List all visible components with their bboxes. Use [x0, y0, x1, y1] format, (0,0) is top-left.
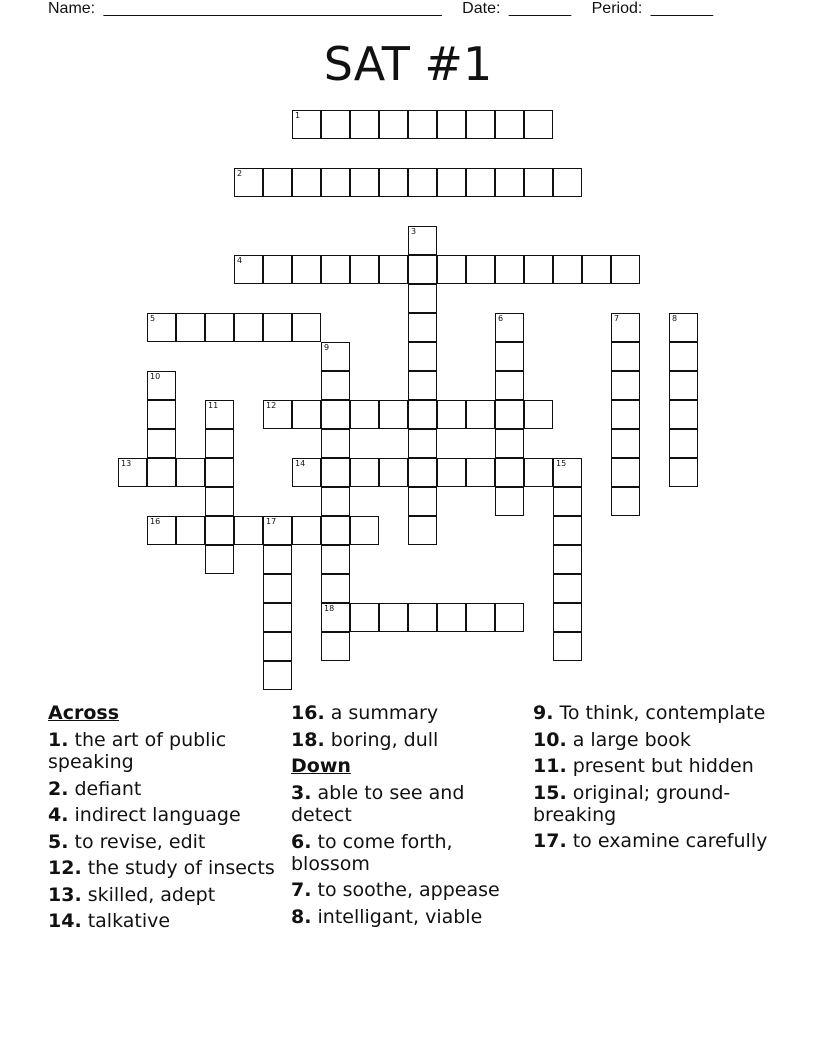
clue-text: talkative: [87, 910, 171, 932]
crossword-cell[interactable]: [321, 400, 350, 429]
crossword-cell[interactable]: [408, 226, 437, 255]
name-blank[interactable]: ______________________________________: [103, 0, 442, 17]
crossword-cell[interactable]: [495, 255, 524, 284]
clue-number: 15.: [533, 781, 567, 804]
clue-text: the art of public speaking: [48, 729, 227, 773]
clue-text: To think, contemplate: [559, 702, 766, 724]
clue-number: 12.: [48, 857, 82, 879]
crossword-cell[interactable]: [205, 458, 234, 487]
crossword-cell[interactable]: [408, 458, 437, 487]
crossword-cell[interactable]: [379, 168, 408, 197]
crossword-cell[interactable]: [147, 516, 176, 545]
across-clue: [48, 884, 283, 906]
period-label: Period:: [591, 0, 643, 17]
clue-number: 2.: [48, 777, 69, 800]
crossword-cell[interactable]: [350, 110, 379, 139]
crossword-cell[interactable]: [466, 603, 495, 632]
crossword-cell[interactable]: [466, 458, 495, 487]
crossword-cell[interactable]: [669, 458, 698, 487]
crossword-cell[interactable]: [350, 458, 379, 487]
crossword-cell[interactable]: [379, 400, 408, 429]
crossword-cell[interactable]: [321, 110, 350, 139]
cell-number: 10: [150, 372, 161, 381]
crossword-cell[interactable]: [408, 284, 437, 313]
crossword-cell[interactable]: [553, 458, 582, 487]
crossword-cell[interactable]: [321, 342, 350, 371]
crossword-cell[interactable]: [669, 313, 698, 342]
crossword-cell[interactable]: [176, 313, 205, 342]
across-clue: [48, 729, 283, 773]
cell-number: 9: [324, 343, 330, 352]
crossword-cell[interactable]: [350, 400, 379, 429]
crossword-cell[interactable]: [408, 110, 437, 139]
crossword-cell[interactable]: [292, 168, 321, 197]
crossword-cell[interactable]: [437, 168, 466, 197]
clue-text: defiant: [74, 777, 142, 800]
crossword-cell[interactable]: [495, 458, 524, 487]
across-clue: [48, 857, 283, 879]
clue-number: 17.: [533, 830, 567, 852]
crossword-cell[interactable]: [321, 371, 350, 400]
crossword-cell[interactable]: [379, 458, 408, 487]
crossword-cell[interactable]: [466, 110, 495, 139]
date-blank[interactable]: _______: [508, 0, 572, 17]
crossword-cell[interactable]: [350, 516, 379, 545]
crossword-cell[interactable]: [553, 168, 582, 197]
clue-text: present but hidden: [572, 755, 754, 777]
crossword-cell[interactable]: [611, 429, 640, 458]
crossword-cell[interactable]: [611, 400, 640, 429]
crossword-cell[interactable]: [408, 342, 437, 371]
crossword-cell[interactable]: [263, 516, 292, 545]
crossword-cell[interactable]: [147, 429, 176, 458]
clue-number: 11.: [533, 755, 567, 777]
crossword-cell[interactable]: [292, 516, 321, 545]
crossword-cell[interactable]: [205, 545, 234, 574]
crossword-cell[interactable]: [263, 168, 292, 197]
crossword-cell[interactable]: [495, 400, 524, 429]
crossword-cell[interactable]: [524, 458, 553, 487]
crossword-cell[interactable]: [437, 255, 466, 284]
crossword-cell[interactable]: [147, 400, 176, 429]
cell-number: 13: [121, 459, 132, 468]
crossword-cell[interactable]: [437, 110, 466, 139]
crossword-cell[interactable]: [350, 168, 379, 197]
crossword-cell[interactable]: [553, 574, 582, 603]
clue-number: 1.: [48, 729, 69, 751]
crossword-cell[interactable]: [234, 313, 263, 342]
crossword-cell[interactable]: [553, 545, 582, 574]
clue-text: boring, dull: [330, 728, 439, 751]
crossword-cell[interactable]: [292, 458, 321, 487]
clue-number: 3.: [291, 782, 312, 804]
clue-number: 13.: [48, 883, 82, 906]
clue-text: a large book: [572, 728, 691, 751]
crossword-cell[interactable]: [408, 429, 437, 458]
down-clue: [291, 782, 526, 826]
crossword-cell[interactable]: [669, 342, 698, 371]
cell-number: 17: [266, 517, 277, 526]
crossword-cell[interactable]: [292, 255, 321, 284]
clue-number: 9.: [533, 702, 554, 724]
cell-number: 12: [266, 401, 277, 410]
crossword-cell[interactable]: [524, 400, 553, 429]
crossword-cell[interactable]: [495, 168, 524, 197]
crossword-cell[interactable]: [263, 400, 292, 429]
crossword-cell[interactable]: [669, 429, 698, 458]
name-label: Name:: [48, 0, 96, 17]
crossword-cell[interactable]: [263, 255, 292, 284]
clue-text: to come forth, blossom: [291, 830, 453, 875]
clue-text: to soothe, appease: [317, 879, 500, 901]
down-heading: Down: [291, 755, 351, 777]
crossword-cell[interactable]: [611, 313, 640, 342]
crossword-cell[interactable]: [205, 429, 234, 458]
crossword-cell[interactable]: [495, 603, 524, 632]
crossword-cell[interactable]: [292, 313, 321, 342]
across-clue: [291, 729, 526, 751]
crossword-cell[interactable]: [321, 632, 350, 661]
clue-text: the study of insects: [87, 857, 275, 879]
crossword-cell[interactable]: [321, 574, 350, 603]
crossword-cell[interactable]: [408, 313, 437, 342]
crossword-cell[interactable]: [234, 255, 263, 284]
crossword-cell[interactable]: [379, 110, 408, 139]
clue-number: 7.: [291, 879, 312, 901]
clue-text: able to see and detect: [291, 782, 465, 826]
crossword-cell[interactable]: [321, 168, 350, 197]
crossword-cell[interactable]: [321, 255, 350, 284]
crossword-cell[interactable]: [321, 487, 350, 516]
crossword-cell[interactable]: [408, 487, 437, 516]
cell-number: 16: [150, 517, 161, 526]
crossword-cell[interactable]: [437, 458, 466, 487]
crossword-cell[interactable]: [611, 371, 640, 400]
crossword-cell[interactable]: [408, 168, 437, 197]
crossword-cell[interactable]: [437, 400, 466, 429]
crossword-cell[interactable]: [495, 110, 524, 139]
crossword-cell[interactable]: [263, 632, 292, 661]
date-label: Date:: [462, 0, 501, 17]
cell-number: 18: [324, 604, 335, 613]
crossword-cell[interactable]: [408, 516, 437, 545]
crossword-cell[interactable]: [669, 371, 698, 400]
clue-text: to examine carefully: [572, 830, 768, 852]
crossword-cell[interactable]: [350, 603, 379, 632]
crossword-cell[interactable]: [553, 632, 582, 661]
cell-number: 2: [237, 169, 243, 178]
cell-number: 8: [672, 314, 678, 323]
crossword-cell[interactable]: [466, 255, 495, 284]
down-clue: [291, 879, 526, 901]
clue-number: 6.: [291, 830, 312, 853]
across-clue: [48, 778, 283, 800]
clue-number: 5.: [48, 830, 69, 853]
clue-number: 8.: [291, 905, 312, 928]
cell-number: 4: [237, 256, 243, 265]
down-clue: [533, 755, 768, 777]
cell-number: 3: [411, 227, 417, 236]
crossword-cell[interactable]: [524, 168, 553, 197]
crossword-cell[interactable]: [205, 487, 234, 516]
across-clue: [48, 910, 283, 932]
clue-text: to revise, edit: [74, 830, 206, 853]
cell-number: 1: [295, 111, 301, 120]
crossword-cell[interactable]: [118, 458, 147, 487]
cell-number: 7: [614, 314, 620, 323]
crossword-cell[interactable]: [176, 516, 205, 545]
crossword-cell[interactable]: [495, 371, 524, 400]
crossword-cell[interactable]: [263, 603, 292, 632]
crossword-cell[interactable]: [321, 603, 350, 632]
clue-column-3: [533, 700, 768, 857]
crossword-cell[interactable]: [669, 400, 698, 429]
crossword-cell[interactable]: [408, 603, 437, 632]
crossword-cell[interactable]: [321, 545, 350, 574]
crossword-cell[interactable]: [524, 110, 553, 139]
page-title: SAT #1: [323, 37, 493, 91]
clue-text: skilled, adept: [87, 883, 216, 906]
crossword-cell[interactable]: [292, 400, 321, 429]
crossword-cell[interactable]: [611, 458, 640, 487]
crossword-cell[interactable]: [147, 313, 176, 342]
down-clue: [533, 830, 768, 852]
clue-number: 14.: [48, 910, 82, 932]
crossword-cell[interactable]: [524, 255, 553, 284]
across-heading: Across: [48, 702, 120, 724]
down-clue: [291, 831, 526, 875]
clue-number: 10.: [533, 728, 567, 751]
crossword-cell[interactable]: [205, 400, 234, 429]
crossword-cell[interactable]: [611, 342, 640, 371]
crossword-cell[interactable]: [495, 487, 524, 516]
crossword-cell[interactable]: [321, 429, 350, 458]
clue-number: 16.: [291, 702, 325, 724]
crossword-cell[interactable]: [263, 545, 292, 574]
crossword-cell[interactable]: [147, 371, 176, 400]
crossword-cell[interactable]: [408, 400, 437, 429]
crossword-cell[interactable]: [553, 487, 582, 516]
clue-text: a summary: [330, 702, 439, 724]
clue-column-1: [48, 700, 283, 937]
crossword-cell[interactable]: [611, 255, 640, 284]
down-clue: [291, 906, 526, 928]
period-blank[interactable]: _______: [650, 0, 714, 17]
crossword-cell[interactable]: [582, 255, 611, 284]
crossword-cell[interactable]: [408, 255, 437, 284]
crossword-cell[interactable]: [437, 603, 466, 632]
down-clue: [533, 729, 768, 751]
down-clue: [533, 782, 768, 826]
crossword-cell[interactable]: [553, 516, 582, 545]
across-clue: [48, 804, 283, 826]
crossword-cell[interactable]: [205, 516, 234, 545]
crossword-cell[interactable]: [611, 487, 640, 516]
cell-number: 5: [150, 314, 156, 323]
crossword-cell[interactable]: [553, 603, 582, 632]
clues-section: [48, 700, 778, 960]
crossword-cell[interactable]: [466, 400, 495, 429]
cell-number: 6: [498, 314, 504, 323]
clue-text: indirect language: [74, 804, 241, 826]
cell-number: 15: [556, 459, 567, 468]
across-clue: [291, 702, 526, 724]
crossword-cell[interactable]: [495, 342, 524, 371]
crossword-cell[interactable]: [495, 429, 524, 458]
across-clue: [48, 831, 283, 853]
clue-text: intelligant, viable: [317, 905, 483, 928]
crossword-cell[interactable]: [379, 255, 408, 284]
crossword-cell[interactable]: [234, 516, 263, 545]
clue-number: 18.: [291, 728, 325, 751]
down-clue: [533, 702, 768, 724]
crossword-cell[interactable]: [466, 168, 495, 197]
crossword-cell[interactable]: [553, 255, 582, 284]
crossword-cell[interactable]: [321, 458, 350, 487]
crossword-cell[interactable]: [408, 371, 437, 400]
crossword-cell[interactable]: [176, 458, 205, 487]
crossword-cell[interactable]: [321, 516, 350, 545]
crossword-cell[interactable]: [292, 110, 321, 139]
crossword-cell[interactable]: [263, 574, 292, 603]
clue-number: 4.: [48, 804, 69, 826]
cell-number: 11: [208, 401, 219, 410]
crossword-cell[interactable]: [147, 458, 176, 487]
crossword-cell[interactable]: [495, 313, 524, 342]
crossword-cell[interactable]: [379, 603, 408, 632]
clue-text: original; ground-breaking: [533, 781, 731, 826]
crossword-cell[interactable]: [234, 168, 263, 197]
clue-column-2: [291, 700, 526, 932]
crossword-cell[interactable]: [263, 313, 292, 342]
crossword-cell[interactable]: [263, 661, 292, 690]
crossword-cell[interactable]: [205, 313, 234, 342]
cell-number: 14: [295, 459, 306, 468]
crossword-cell[interactable]: [350, 255, 379, 284]
